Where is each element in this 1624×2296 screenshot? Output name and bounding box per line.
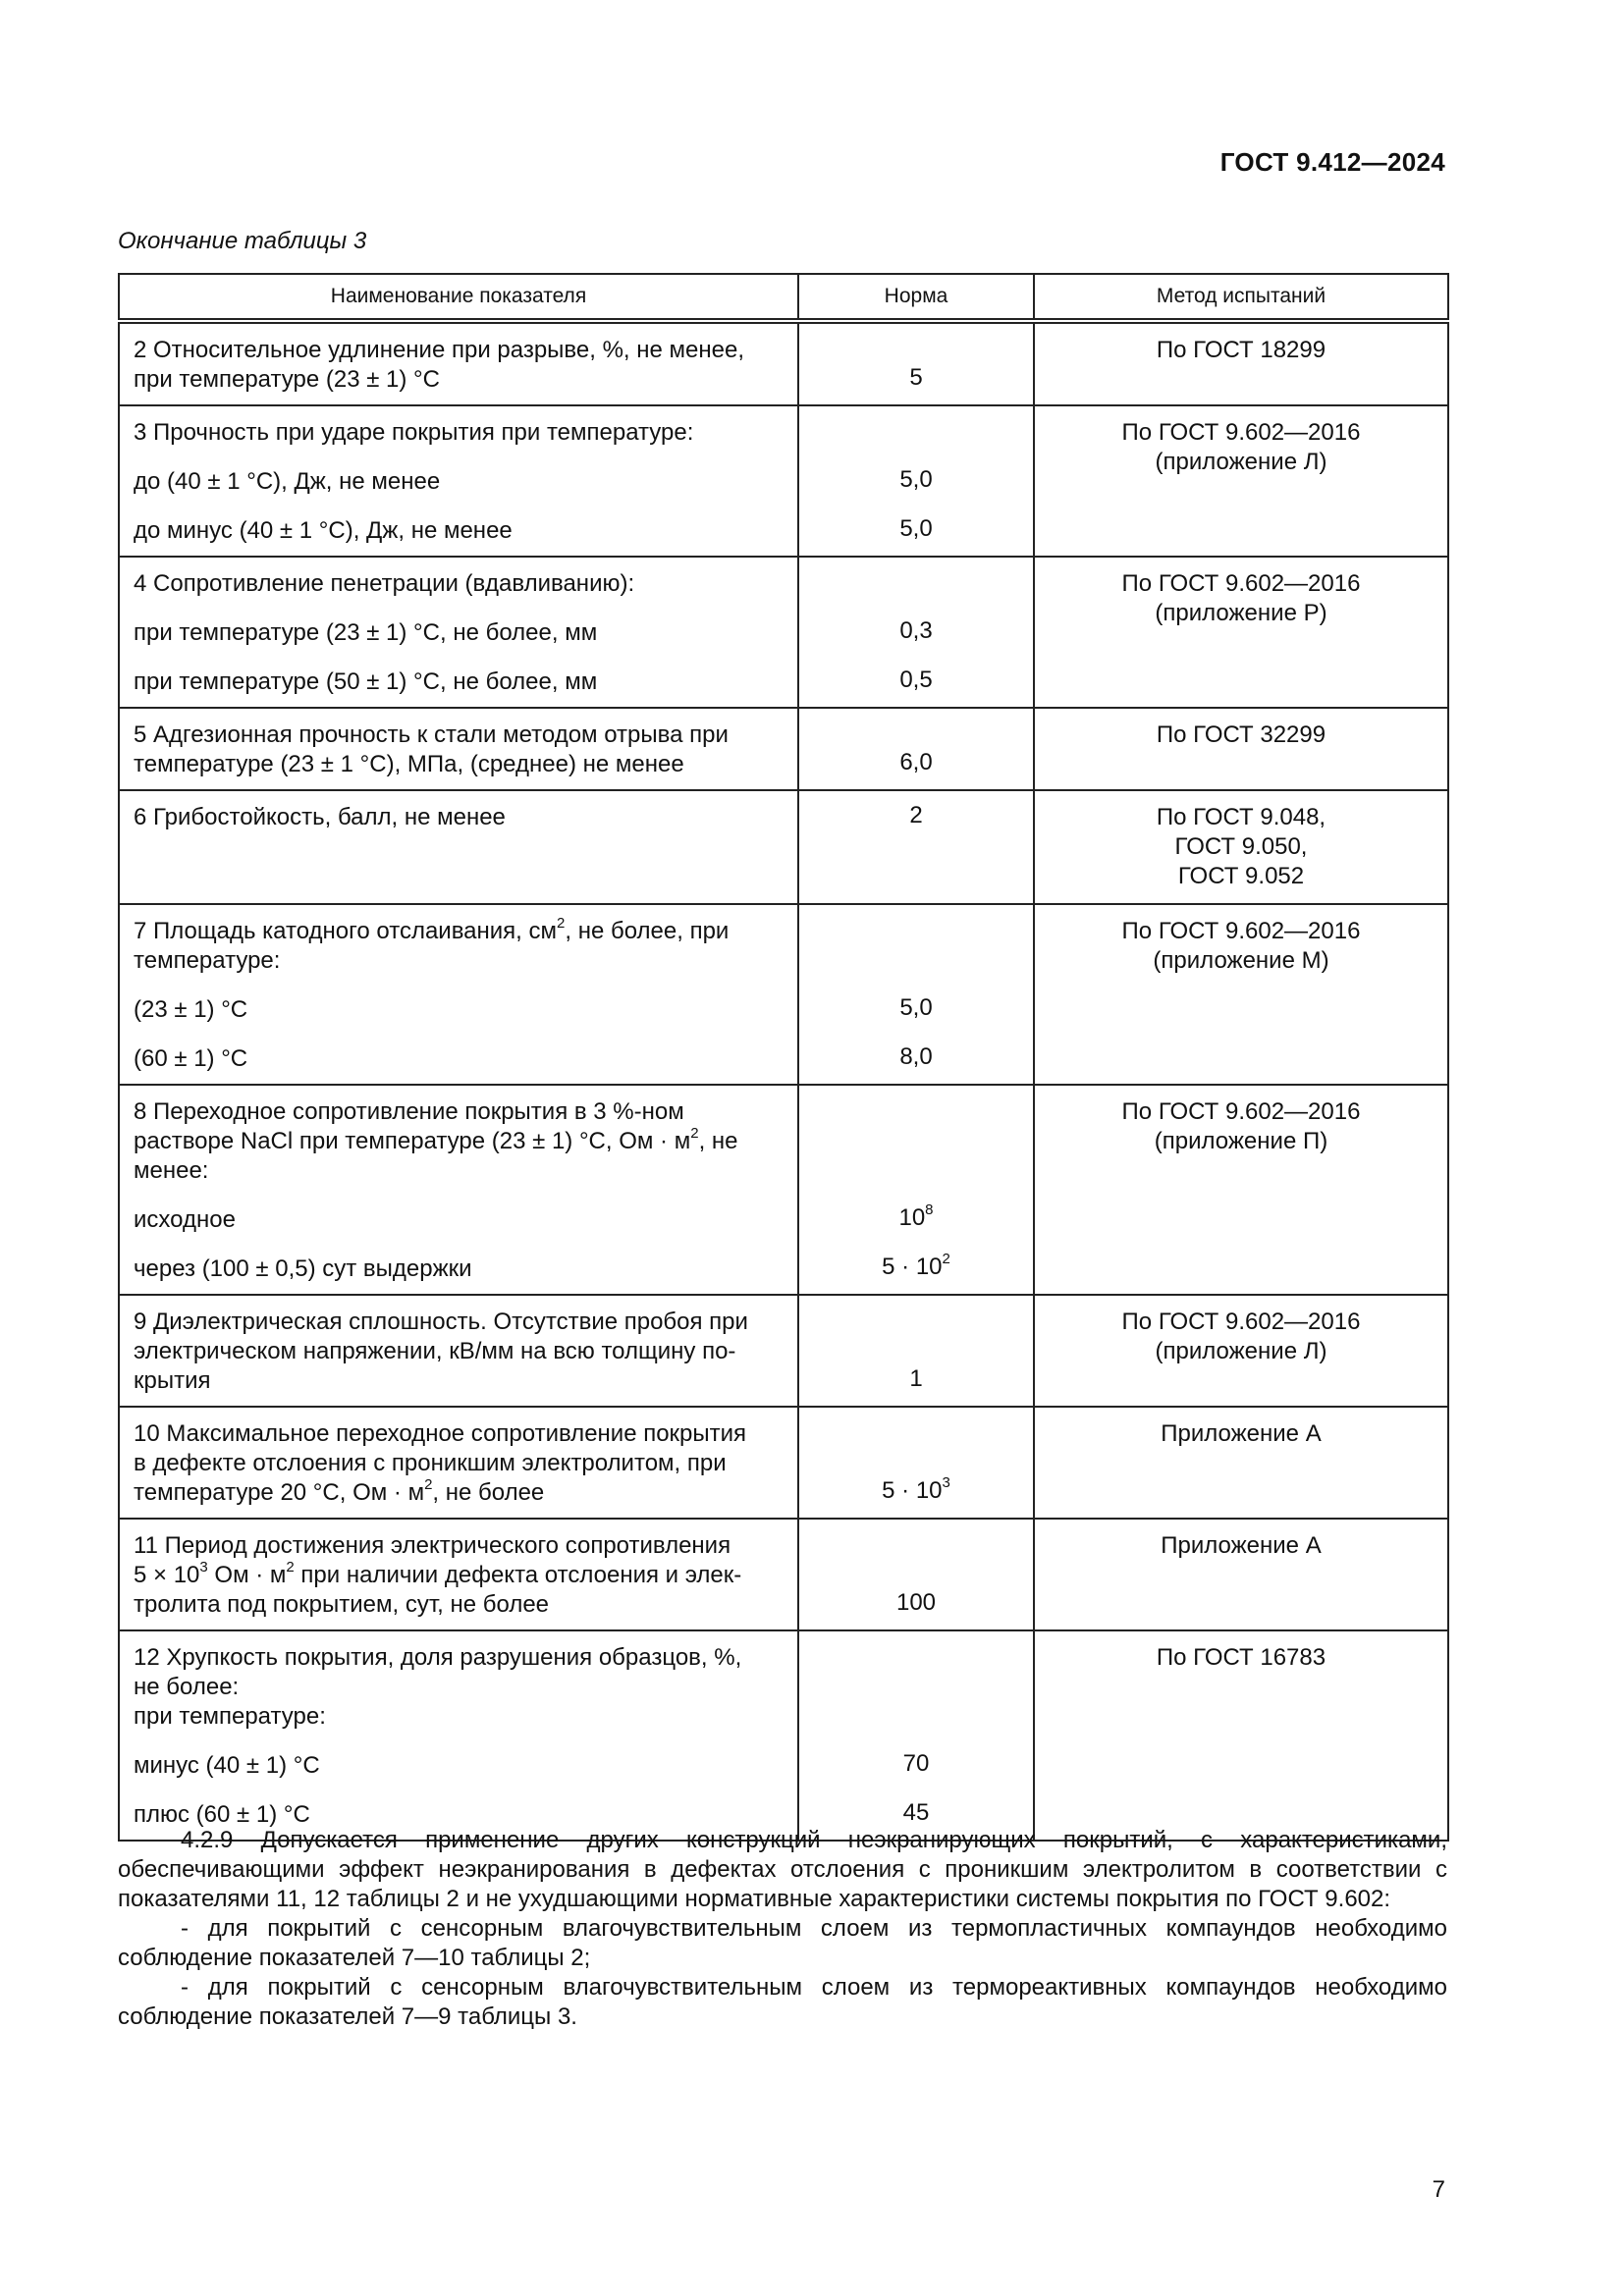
indicator-text: электрическом напряжении, кВ/мм на всю толщину по- xyxy=(134,1338,736,1364)
method-cell xyxy=(1034,790,1448,904)
method-cell xyxy=(1034,1519,1448,1630)
indicator-text: крытия xyxy=(134,1367,211,1394)
indicator-text: в дефекте отслоения с проникшим электролитом, при xyxy=(134,1450,727,1476)
method-text: ГОСТ 9.050, xyxy=(1174,833,1308,860)
indicator-text: 12 Хрупкость покрытия, доля разрушения образцов, %, xyxy=(134,1644,742,1671)
table-caption: Окончание таблицы 3 xyxy=(118,228,367,254)
indicator-sub: минус (40 ± 1) °C xyxy=(134,1752,320,1779)
indicator-sub: при температуре (50 ± 1) °C, не более, мм xyxy=(134,668,598,695)
table-row xyxy=(119,708,1448,790)
indicator-sub: до (40 ± 1 °C), Дж, не менее xyxy=(134,468,441,495)
norm-cell xyxy=(798,1085,1034,1295)
norm-value: 2 xyxy=(909,802,923,828)
norm-value: 5,0 xyxy=(899,994,933,1021)
method-cell xyxy=(1034,405,1448,557)
method-cell xyxy=(1034,1085,1448,1295)
method-cell xyxy=(1034,708,1448,790)
indicator-sub: плюс (60 ± 1) °C xyxy=(134,1801,310,1828)
bullet-item: - для покрытий с сенсорным влагочувствительным слоем из термопластичных компаундов необходимо соблюдение показателей 7—10 таблицы 2; xyxy=(118,1915,1447,1971)
indicator-text: 3 Прочность при ударе покрытия при температуре: xyxy=(134,419,694,446)
indicator-cell xyxy=(119,790,798,904)
column-header-name: Наименование показателя xyxy=(119,274,798,321)
norm-value: 5 xyxy=(909,364,923,391)
indicator-cell xyxy=(119,1519,798,1630)
method-text: По ГОСТ 9.602—2016 xyxy=(1121,918,1361,944)
norm-value: 100 xyxy=(895,1589,937,1616)
method-cell xyxy=(1034,904,1448,1085)
method-text: По ГОСТ 9.602—2016 xyxy=(1121,1308,1361,1335)
norm-cell xyxy=(798,708,1034,790)
column-header-norm: Норма xyxy=(798,274,1034,321)
indicator-text: 9 Диэлектрическая сплошность. Отсутствие пробоя при xyxy=(134,1308,748,1335)
norm-value: 5,0 xyxy=(899,515,933,542)
indicator-text: при температуре: xyxy=(134,1703,326,1730)
norm-value: 45 xyxy=(902,1799,930,1826)
norm-value: $5 \cdot 10^2$ xyxy=(882,1251,950,1280)
paragraph-main: 4.2.9 Допускается применение других конструкций неэкранирующих покрытий, с характеристиками, обеспечивающими эффект неэкранирования в дефектах отслоения с проникшим электролитом в соответствии с показателями 11, 12 таблицы 2 и не ухудшающими нормативные характеристики системы покрытия по ГОСТ 9.602: xyxy=(118,1827,1447,1912)
method-text: Приложение А xyxy=(1161,1532,1322,1559)
indicator-text: растворе NaCl при температуре (23 ± 1) °C, Ом · $м^2$, не xyxy=(134,1125,738,1154)
indicator-text: 4 Сопротивление пенетрации (вдавливанию): xyxy=(134,570,635,597)
method-text: По ГОСТ 18299 xyxy=(1156,337,1326,363)
indicator-text: тролита под покрытием, сут, не более xyxy=(134,1591,550,1618)
norm-cell xyxy=(798,405,1034,557)
norm-cell xyxy=(798,1407,1034,1519)
table-row xyxy=(119,1407,1448,1519)
indicator-text: $5 \times 10^3$ Ом · $м^2$ при наличии дефекта отслоения и элек- xyxy=(134,1559,742,1588)
indicator-sub: (60 ± 1) °C xyxy=(134,1045,248,1072)
page-number: 7 xyxy=(1432,2176,1445,2203)
table-row xyxy=(119,321,1448,405)
norm-cell xyxy=(798,557,1034,708)
indicator-cell xyxy=(119,904,798,1085)
method-text: По ГОСТ 9.048, xyxy=(1156,804,1326,830)
indicator-cell xyxy=(119,1295,798,1407)
method-cell xyxy=(1034,1295,1448,1407)
body-paragraph xyxy=(118,1826,1447,2032)
norm-cell xyxy=(798,321,1034,405)
method-text: Приложение А xyxy=(1161,1420,1322,1447)
indicator-sub: исходное xyxy=(134,1206,236,1233)
indicator-text: 11 Период достижения электрического сопротивления xyxy=(134,1532,731,1559)
method-text: По ГОСТ 32299 xyxy=(1156,721,1326,748)
indicator-text: 5 Адгезионная прочность к стали методом отрыва при xyxy=(134,721,729,748)
norm-cell xyxy=(798,1630,1034,1841)
indicator-cell xyxy=(119,321,798,405)
table-row xyxy=(119,1295,1448,1407)
document-header: ГОСТ 9.412—2024 xyxy=(1219,147,1445,177)
table-row xyxy=(119,1085,1448,1295)
method-text: (приложение Л) xyxy=(1155,449,1327,475)
method-text: По ГОСТ 16783 xyxy=(1156,1644,1326,1671)
indicator-sub: при температуре (23 ± 1) °C, не более, мм xyxy=(134,619,598,646)
method-text: (приложение М) xyxy=(1153,947,1329,974)
indicator-text: при температуре (23 ± 1) °C xyxy=(134,366,440,393)
indicator-text: 6 Грибостойкость, балл, не менее xyxy=(134,804,506,830)
indicator-text: 7 Площадь катодного отслаивания, $см^2$, не более, при xyxy=(134,915,730,944)
indicator-cell xyxy=(119,1630,798,1841)
indicator-cell xyxy=(119,405,798,557)
indicator-sub: через (100 ± 0,5) сут выдержки xyxy=(134,1255,472,1282)
norm-cell xyxy=(798,1295,1034,1407)
indicator-text: температуре (23 ± 1 °C), МПа, (среднее) не менее xyxy=(134,751,684,777)
table-row xyxy=(119,1519,1448,1630)
indicator-sub: (23 ± 1) °C xyxy=(134,996,248,1023)
norm-value: $5 \cdot 10^3$ xyxy=(882,1474,950,1504)
indicator-text: не более: xyxy=(134,1674,240,1700)
norm-value: 0,3 xyxy=(899,617,933,644)
specification-table xyxy=(118,273,1449,1842)
norm-cell xyxy=(798,790,1034,904)
norm-value: $10^8$ xyxy=(898,1201,934,1231)
table-header-row xyxy=(119,274,1448,321)
norm-value: 1 xyxy=(909,1365,923,1392)
indicator-text: температуре: xyxy=(134,947,281,974)
norm-cell xyxy=(798,1519,1034,1630)
indicator-text: 2 Относительное удлинение при разрыве, %, не менее, xyxy=(134,337,744,363)
table-row xyxy=(119,1630,1448,1841)
norm-value: 5,0 xyxy=(899,466,933,493)
indicator-cell xyxy=(119,1407,798,1519)
indicator-cell xyxy=(119,557,798,708)
table-row xyxy=(119,904,1448,1085)
table-row xyxy=(119,405,1448,557)
indicator-text: температуре 20 °C, Ом · $м^2$, не более xyxy=(134,1476,545,1506)
indicator-cell xyxy=(119,1085,798,1295)
method-text: ГОСТ 9.052 xyxy=(1177,863,1305,889)
norm-value: 8,0 xyxy=(899,1043,933,1070)
indicator-text: 8 Переходное сопротивление покрытия в 3 %-ном xyxy=(134,1098,684,1125)
method-text: (приложение Л) xyxy=(1155,1338,1327,1364)
indicator-text: менее: xyxy=(134,1157,209,1184)
method-cell xyxy=(1034,557,1448,708)
indicator-text: 10 Максимальное переходное сопротивление покрытия xyxy=(134,1420,747,1447)
method-cell xyxy=(1034,1407,1448,1519)
method-cell xyxy=(1034,321,1448,405)
norm-value: 6,0 xyxy=(899,749,933,775)
method-text: По ГОСТ 9.602—2016 xyxy=(1121,419,1361,446)
column-header-method: Метод испытаний xyxy=(1034,274,1448,321)
table-row xyxy=(119,790,1448,904)
indicator-sub: до минус (40 ± 1 °C), Дж, не менее xyxy=(134,517,513,544)
method-cell xyxy=(1034,1630,1448,1841)
norm-value: 70 xyxy=(902,1750,930,1777)
table-row xyxy=(119,557,1448,708)
method-text: По ГОСТ 9.602—2016 xyxy=(1121,570,1361,597)
indicator-cell xyxy=(119,708,798,790)
method-text: По ГОСТ 9.602—2016 xyxy=(1121,1098,1361,1125)
method-text: (приложение П) xyxy=(1154,1128,1328,1154)
norm-cell xyxy=(798,904,1034,1085)
bullet-item: - для покрытий с сенсорным влагочувствительным слоем из термореактивных компаундов необходимо соблюдение показателей 7—9 таблицы 3. xyxy=(118,1974,1447,2030)
norm-value: 0,5 xyxy=(899,667,933,693)
method-text: (приложение Р) xyxy=(1155,600,1327,626)
